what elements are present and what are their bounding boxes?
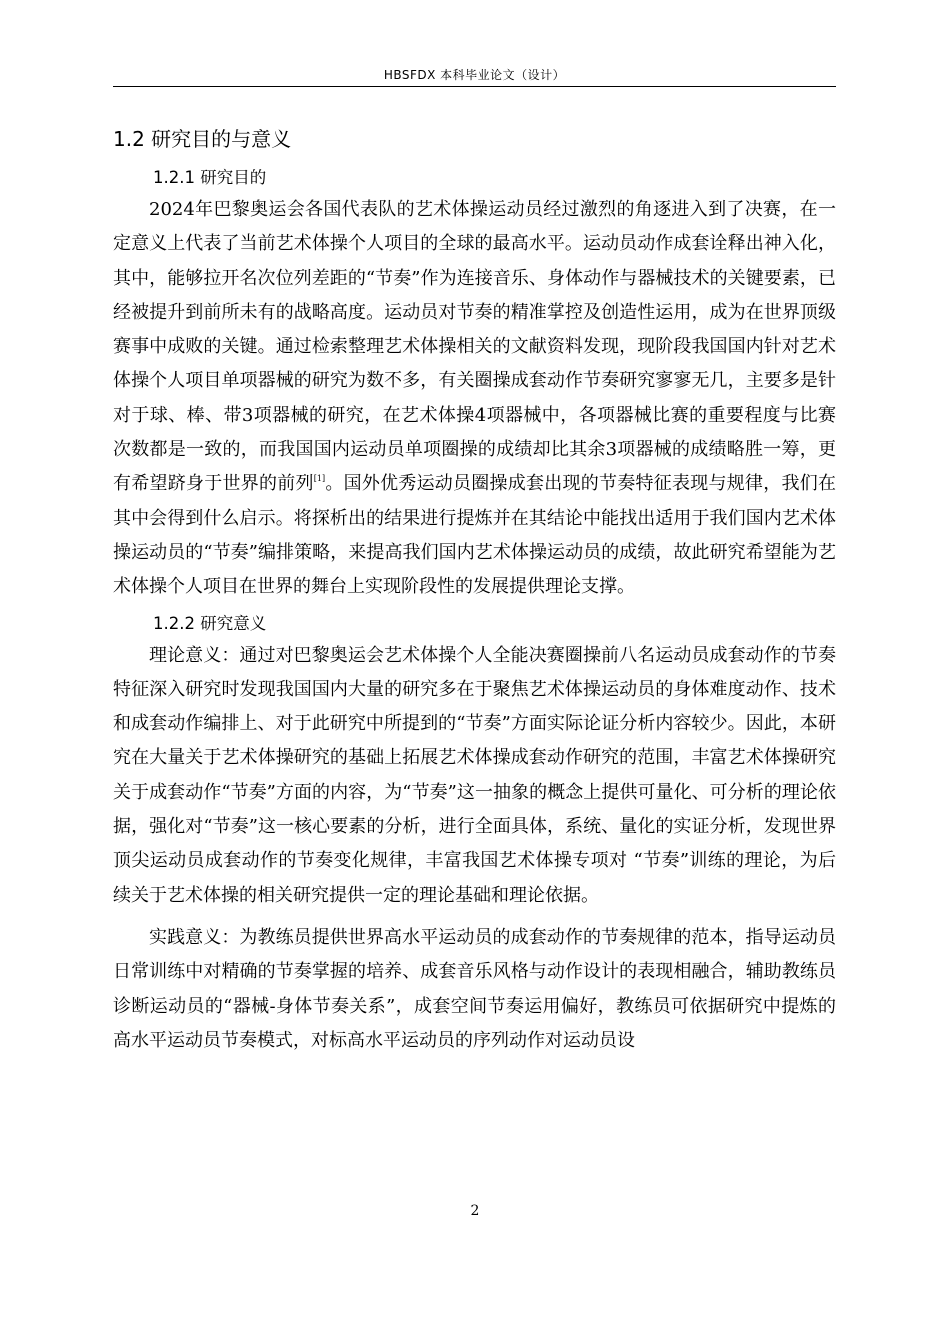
header-rule [113,86,836,87]
paragraph-theoretical-significance: 理论意义：通过对巴黎奥运会艺术体操个人全能决赛圈操前八名运动员成套动作的节奏特征深入研究时发现我国国内大量的研究多在于聚焦艺术体操运动员的身体难度动作、技术和成套动作编排上、对于此研究中所提到的“节奏”方面实际论证分析内容较少。因此，本研究在大量关于艺术体操研究的基础上拓展艺术体操成套动作研究的范围，丰富艺术体操研究关于成套动作“节奏”方面的内容，为“节奏”这一抽象的概念上提供可量化、可分析的理论依据，强化对“节奏”这一核心要素的分析，进行全面具体，系统、量化的实证分析，发现世界顶尖运动员成套动作的节奏变化规律，丰富我国艺术体操专项对 “节奏”训练的理论，为后续关于艺术体操的相关研究提供一定的理论基础和理论依据。 [113,644,836,906]
subsection-heading-purpose: 1.2.1 研究目的 [153,168,267,187]
page-body [113,119,836,1058]
citation-ref[interactable]: [1] [313,474,326,484]
paragraph-purpose [113,193,836,605]
subsection-heading-significance: 1.2.2 研究意义 [153,613,267,633]
section-heading: 1.2 研究目的与意义 [113,127,292,151]
running-header: HBSFDX 本科毕业论文（设计） [383,68,566,82]
paragraph-purpose-text-a: 2024年巴黎奥运会各国代表队的艺术体操运动员经过激烈的角逐进入到了决赛，在一定意义上代表了当前艺术体操个人项目的全球的最高水平。运动员动作成套诠释出神入化，其中，能够拉开名次位列差距的“节奏”作为连接音乐、身体动作与器械技术的关键要素，已经被提升到前所未有的战略高度。运动员对节奏的精准掌控及创造性运用，成为在世界顶级赛事中成败的关键。通过检索整理艺术体操相关的文献资料发现，现阶段我国国内针对艺术体操个人项目单项器械的研究为数不多，有关圈操成套动作节奏研究寥寥无几，主要多是针对于球、棒、带3项器械的研究，在艺术体操4项器械中，各项器械比赛的重要程度与比赛次数都是一致的，而我国国内运动员单项圈操的成绩却比其余3项器械的成绩略胜一筹，更有希望跻身于世界的前列 [113,199,836,495]
paragraph-purpose-text-b: 。国外优秀运动员圈操成套出现的节奏特征表现与规律，我们在其中会得到什么启示。将探析出的结果进行提炼并在其结论中能找出适用于我们国内艺术体操运动员的“节奏”编排策略，来提高我们国内艺术体操运动员的成绩，故此研究希望能为艺术体操个人项目在世界的舞台上实现阶段性的发展提供理论支撑。 [113,473,837,598]
page-number: 2 [470,1203,480,1219]
paragraph-practical-significance: 实践意义：为教练员提供世界高水平运动员的成套动作的节奏规律的范本，指导运动员日常训练中对精确的节奏掌握的培养、成套音乐风格与动作设计的表现相融合，辅助教练员诊断运动员的“器械-身体节奏关系”，成套空间节奏运用偏好，教练员可依据研究中提炼的高水平运动员节奏模式，对标高水平运动员的序列动作对运动员设 [113,926,836,1051]
